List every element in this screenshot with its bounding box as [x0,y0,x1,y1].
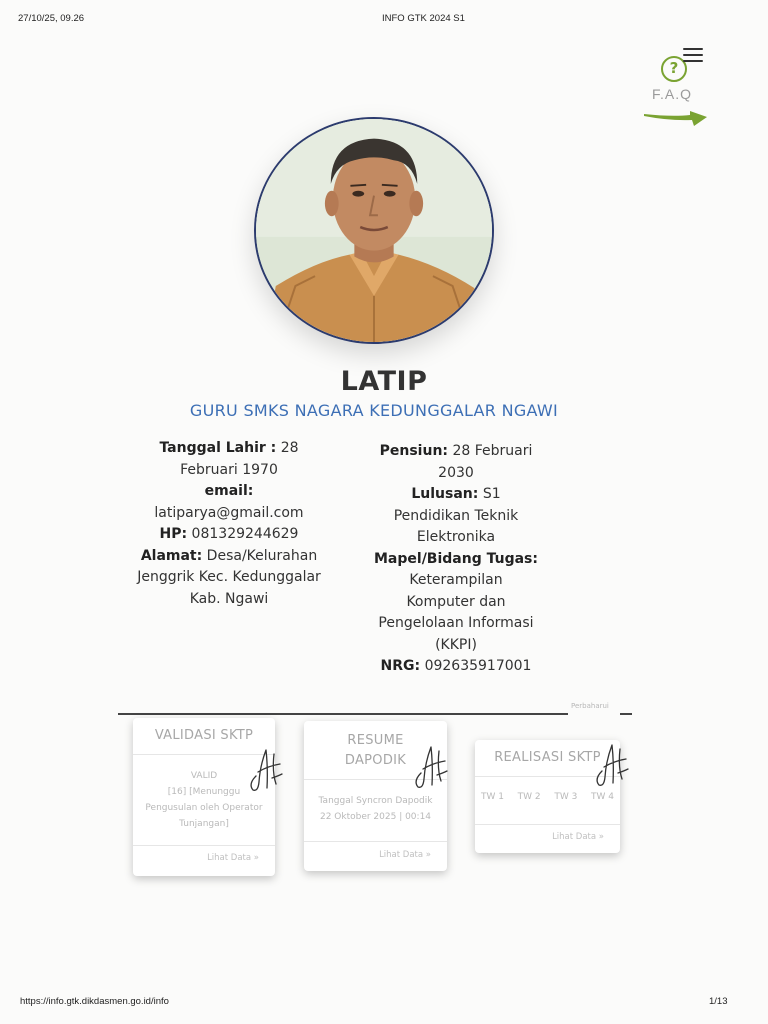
avatar [254,117,494,344]
pension-value: 28 Februari [448,443,533,459]
subject-value-line-1: Keterampilan [409,572,503,588]
graduate [356,484,556,506]
validasi-sktp-title: VALIDASI SKTP [154,728,254,743]
address [124,546,334,568]
quarter-tabs [481,792,614,802]
nrg [356,656,556,678]
update-link[interactable]: Perbaharui [571,702,609,710]
subject-value-line-3: Pengelolaan Informasi [378,615,534,631]
validasi-note-3: Tunjangan] [179,819,229,829]
subject-value-line-4: (KKPI) [435,636,477,653]
birth-date-value: 28 [276,440,299,456]
profile-position: GURU SMKS NAGARA KEDUNGGALAR NGAWI [189,401,559,420]
resume-dapodik-card[interactable] [304,721,447,871]
phone [124,524,334,546]
birth-date-value-cont: Februari 1970 [180,461,278,478]
print-title: INFO GTK 2024 S1 [382,13,465,24]
address-value-line-2: Jenggrik Kec. Kedunggalar [137,569,321,585]
validasi-sktp-card[interactable] [133,718,275,876]
resume-dapodik-title-line-2: DAPODIK [344,753,407,768]
birth-date-label: Tanggal Lahir : [159,440,277,456]
nrg-value: 092635917001 [420,658,532,674]
hamburger-icon[interactable] [683,48,703,64]
signature-2 [411,745,449,793]
arrow-icon [644,108,708,128]
resume-dapodik-body [308,793,443,825]
tab-tw3[interactable]: TW 3 [554,792,578,802]
tab-tw4[interactable]: TW 4 [591,792,614,802]
profile-photo [256,119,492,342]
signature-3 [592,743,630,791]
section-divider [118,713,632,715]
phone-value: 081329244629 [187,526,299,542]
resume-dapodik-title-line-1: RESUME [347,733,404,748]
validasi-note-1: [16] [Menunggu [167,787,241,797]
help-icon: ? [661,56,687,82]
graduate-value-line-3: Elektronika [416,529,496,545]
birth-date [124,438,334,460]
validasi-status: VALID [190,771,218,781]
profile-name: LATIP [340,366,428,397]
pension-label: Pensiun: [379,443,449,459]
sync-date-label: Tanggal Syncron Dapodik [318,796,433,806]
subject-label: Mapel/Bidang Tugas: [374,550,538,567]
address-value-line-3: Kab. Ngawi [189,590,269,607]
pension [356,441,556,463]
address-label: Alamat: [140,547,203,564]
validasi-view-data-link[interactable]: Lihat Data » [207,853,259,863]
address-value: Desa/Kelurahan [202,547,318,564]
graduate-label: Lulusan: [411,486,479,502]
validasi-note-2: Pengusulan oleh Operator [145,803,263,813]
realisasi-sktp-title: REALISASI SKTP [494,750,601,765]
nrg-label: NRG: [380,658,421,674]
sync-date-value: 22 Oktober 2025 | 00:14 [319,812,432,822]
details-left [124,438,334,610]
details-right [356,441,556,678]
realisasi-view-data-link[interactable]: Lihat Data » [552,832,604,842]
signature-1 [246,748,284,796]
subject-value-line-2: Komputer dan [406,593,506,610]
print-url: https://info.gtk.dikdasmen.go.id/info [20,996,169,1007]
graduate-value: S1 [478,486,501,502]
resume-view-data-link[interactable]: Lihat Data » [379,850,431,860]
pension-value-cont: 2030 [438,464,474,481]
phone-label: HP: [159,526,188,542]
faq-label: F.A.Q [652,86,693,102]
tab-tw2[interactable]: TW 2 [517,792,541,802]
faq-button[interactable] [644,56,708,128]
email-label: email: [204,483,254,499]
email-value: latiparya@gmail.com [154,504,304,521]
print-page-number: 1/13 [709,996,728,1007]
graduate-value-line-2: Pendidikan Teknik [393,507,519,524]
print-datetime: 27/10/25, 09.26 [18,13,85,24]
tab-tw1[interactable]: TW 1 [481,792,504,802]
